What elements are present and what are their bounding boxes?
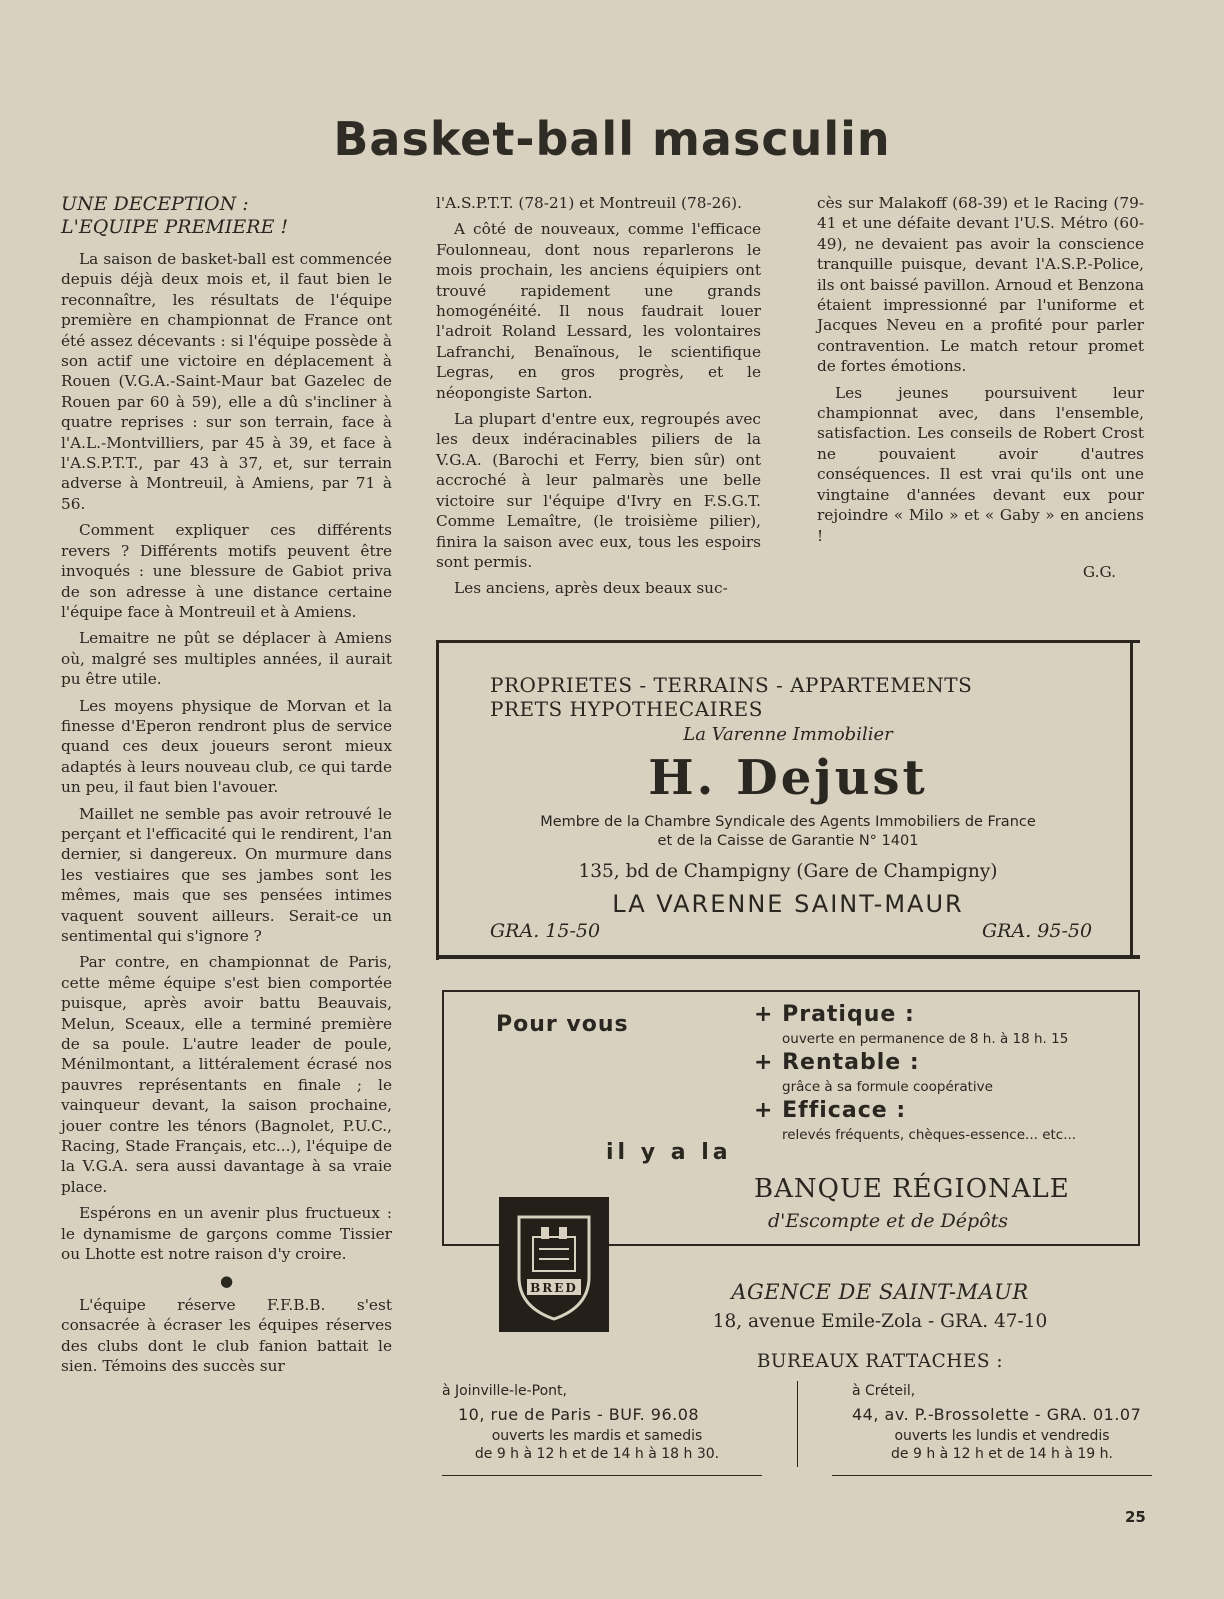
logo-text: BRED <box>530 1281 578 1295</box>
paragraph: Les anciens, après deux beaux suc- <box>454 579 728 598</box>
heading-line-1: UNE DECEPTION : <box>61 193 249 215</box>
ad-agency: La Varenne Immobilier <box>683 724 893 745</box>
paragraph: Lemaitre ne pût se déplacer à Amiens où, malgré ses multiples années, il aurait pu être utile. <box>61 629 392 689</box>
ad-line-1: PROPRIETES - TERRAINS - APPARTEMENTS <box>490 673 973 697</box>
ad-bank-name: BANQUE RÉGIONALE <box>754 1174 1070 1204</box>
ad-il-y-a-la: il y a la <box>606 1140 732 1165</box>
page-title: Basket-ball masculin <box>333 112 891 166</box>
paragraph: L'équipe réserve F.F.B.B. s'est consacrée à écraser les équipes réserves des clubs dont le club fanion battait le sien. Témoins des succès sur <box>61 1295 392 1376</box>
branch-hours: de 9 h à 12 h et de 14 h à 19 h. <box>891 1446 1113 1462</box>
paragraph: l'A.S.P.T.T. (78-21) et Montreuil (78-26). <box>436 194 742 212</box>
branch-address: 10, rue de Paris - BUF. 96.08 <box>458 1405 700 1424</box>
article-column-1 <box>61 193 392 1383</box>
paragraph: Par contre, en championnat de Paris, cette même équipe s'est bien comportée puisque, après avoir battu Beauvais, Melun, Sceaux, elle a terminé première de sa poule. L'autre leader de poule, Ménilmontant, a littéralement écrasé nos pauvres représentants en finale ; le vainqueur devant, la saison prochaine, jouer contre les ténors (Bagnolet, P.U.C., Racing, Stade Français, etc...), l'équipe de la V.G.A. sera aussi davantage à sa vraie place. <box>61 953 392 1196</box>
ad-address: 135, bd de Champigny (Gare de Champigny) <box>578 861 998 882</box>
agency-title: AGENCE DE SAINT-MAUR <box>731 1280 1029 1304</box>
paragraph: Espérons en un avenir plus fructueux : le dynamisme de garçons comme Tissier ou Lhotte est notre raison d'y croire. <box>61 1204 392 1264</box>
heading-line-2: L'EQUIPE PREMIERE ! <box>61 216 289 238</box>
ad-efficace: + Efficace : <box>754 1098 907 1123</box>
branch-creteil <box>852 1383 1152 1463</box>
paragraph: Comment expliquer ces différents revers ? Différents motifs peuvent être invoqués : une blessure de Gabiot priva de son adresse à une distance certaine l'équipe face à Montreuil et à Amiens. <box>61 521 392 621</box>
branch-joinville <box>442 1383 752 1463</box>
paragraph: Maillet ne semble pas avoir retrouvé le perçant et l'efficacité qui le rendirent, l'an dernier, si dangereux. On murmure dans les vestiaires que ses jambes sont les mêmes, mais que ses pensées intimes vaquent souvent ailleurs. Serait-ce un sentimental qui s'ignore ? <box>61 804 392 945</box>
branch-hours: de 9 h à 12 h et de 14 h à 18 h 30. <box>474 1446 720 1462</box>
page-number: 25 <box>1125 1508 1146 1526</box>
ad-membre-2: et de la Caisse de Garantie N° 1401 <box>657 833 919 849</box>
ad-line-2: PRETS HYPOTHECAIRES <box>490 697 763 721</box>
ad-bank-subtitle: d'Escompte et de Dépôts <box>768 1210 1009 1232</box>
ad-pour-vous: Pour vous <box>496 1012 629 1037</box>
ad-dejust <box>436 640 1140 962</box>
ad-tel-right: GRA. 95-50 <box>982 920 1093 942</box>
ad-pratique-sub: ouverte en permanence de 8 h. à 18 h. 15 <box>782 1031 1069 1047</box>
ad-rentable: + Rentable : <box>754 1050 920 1075</box>
ad-tel-left: GRA. 15-50 <box>490 920 601 942</box>
branch-divider <box>797 1381 798 1467</box>
bred-shield-icon <box>499 1197 609 1332</box>
paragraph: Les jeunes poursuivent leur championnat avec, dans l'ensemble, satisfaction. Les conseils de Robert Crost ne pouvaient avoir d'autres conséquences. Il est vrai qu'ils ont une vingtaine d'années devant eux pour rejoindre « Milo » et « Gaby » en anciens ! <box>817 383 1144 545</box>
ad-border-top <box>436 640 1140 643</box>
rule-left <box>442 1475 762 1476</box>
bureaux-title: BUREAUX RATTACHES : <box>756 1351 1004 1372</box>
bred-logo <box>499 1197 609 1332</box>
rule-right <box>832 1475 1152 1476</box>
paragraph: La saison de basket-ball est commencée depuis déjà deux mois et, il faut bien le reconnaître, les résultats de l'équipe première en championnat de France ont été assez décevants : si l'équipe possède à son actif une victoire en déplacement à Rouen (V.G.A.-Saint-Maur bat Gazelec de Rouen par 60 à 59), elle a dû s'incliner à quatre reprises : sur son terrain, face à l'A.L.-Montvilliers, par 45 à 39, et face à l'A.S.P.T.T., par 43 à 37, et, sur terrain adverse à Montreuil, à Amiens, par 71 à 56. <box>61 250 392 513</box>
paragraph: Les moyens physique de Morvan et la finesse d'Eperon rendront plus de service quand ces deux joueurs seront mieux adaptés à leurs nouveau club, ce qui tarde un peu, il faut bien l'avouer. <box>61 696 392 797</box>
branch-days: ouverts les mardis et samedis <box>491 1428 703 1444</box>
ad-pratique: + Pratique : <box>754 1002 915 1027</box>
paragraph: A côté de nouveaux, comme l'efficace Foulonneau, dont nous reparlerons le mois prochain, les anciens équipiers ont trouvé rapidement une grands homogénéité. Il nous faudrait louer l'adroit Roland Lessard, les volontaires Lafranchi, Benaïnous, le scientifique Legras, en gros progrès, et le néopongiste Sarton. <box>436 220 761 402</box>
article-column-2 <box>436 193 761 605</box>
branch-address: 44, av. P.-Brossolette - GRA. 01.07 <box>852 1405 1142 1424</box>
branch-town: à Créteil, <box>852 1383 916 1399</box>
branch-town: à Joinville-le-Pont, <box>442 1383 567 1399</box>
ad-membre-1: Membre de la Chambre Syndicale des Agents Immobiliers de France <box>540 814 1036 830</box>
paragraph: La plupart d'entre eux, regroupés avec les deux indéracinables piliers de la V.G.A. (Barochi et Ferry, bien sûr) ont accroché à leur palmarès une belle victoire sur l'équipe d'Ivry en F.S.G.T. Comme Lemaître, (le troisième pilier), finira la saison avec eux, tous les espoirs sont permis. <box>436 410 761 571</box>
article-heading <box>61 193 392 239</box>
article-column-3 <box>817 193 1144 582</box>
agency-address: 18, avenue Emile-Zola - GRA. 47-10 <box>712 1311 1048 1332</box>
ad-border-bottom <box>436 955 1140 959</box>
ad-company-name: H. Dejust <box>648 750 928 806</box>
ad-efficace-sub: relevés fréquents, chèques-essence... etc... <box>782 1127 1077 1143</box>
ad-town: LA VARENNE SAINT-MAUR <box>612 890 964 918</box>
branch-days: ouverts les lundis et vendredis <box>894 1428 1110 1444</box>
ad-rentable-sub: grâce à sa formule coopérative <box>782 1079 993 1095</box>
signature: G.G. <box>1082 562 1116 581</box>
paragraph: cès sur Malakoff (68-39) et le Racing (79-41 et une défaite devant l'U.S. Métro (60-49), ne devaient pas avoir la conscience tranquille puisque, devant l'A.S.P.-Police, ils ont baissé pavillon. Arnoud et Benzona étaient impressionné par l'uniforme et Jacques Neveu en a profité pour parler contravention. Le match retour promet de fortes émotions. <box>817 194 1144 376</box>
section-separator: ● <box>219 1271 234 1290</box>
